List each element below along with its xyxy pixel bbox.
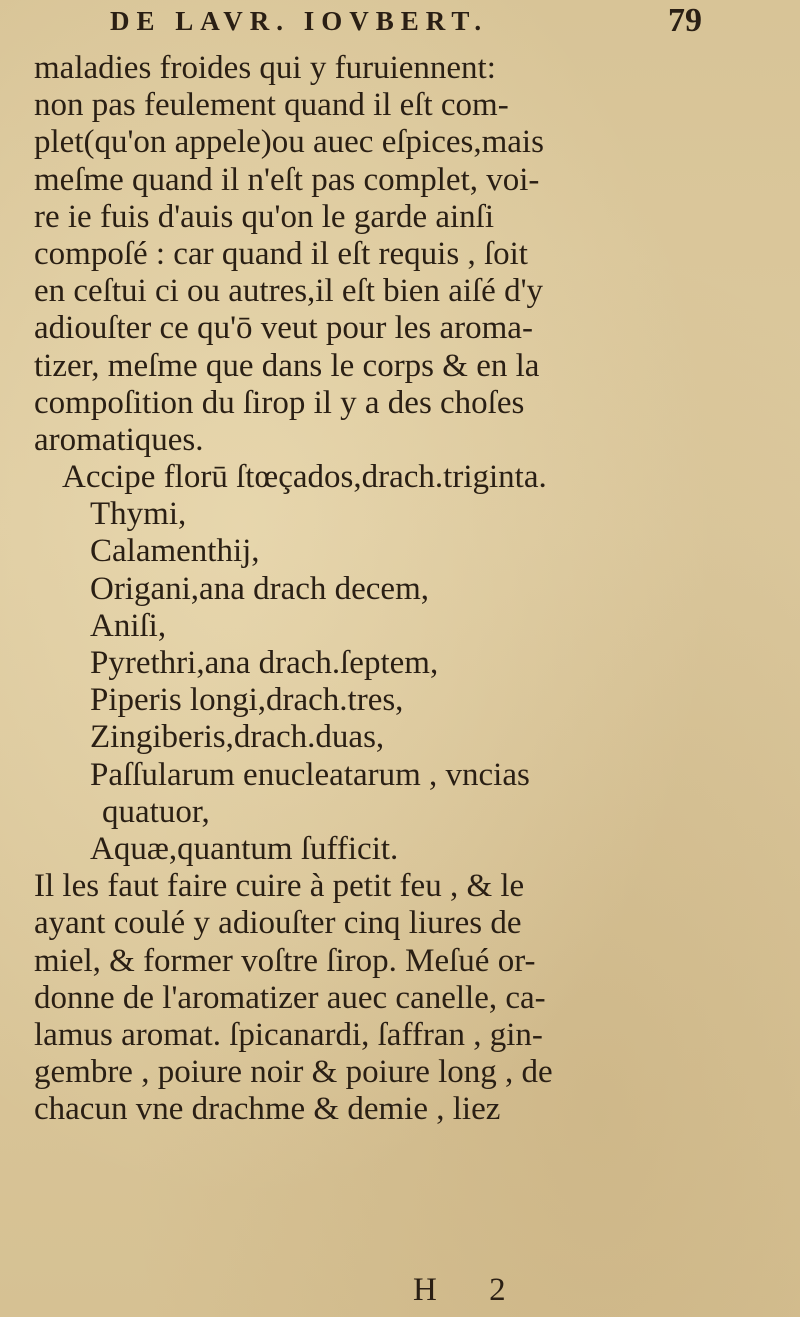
ingredient-line: Thymi, <box>90 496 187 533</box>
text-line: maladies froides qui y furuiennent: <box>34 50 496 86</box>
text-line: non pas feulement quand il eſt com- <box>34 87 509 124</box>
text-line: chacun vne drachme & demie , liez <box>34 1091 501 1128</box>
text-line: gembre , poiure noir & poiure long , de <box>34 1054 553 1091</box>
body-text <box>34 50 774 1128</box>
ingredient-line: Pyrethri,ana drach.ſeptem, <box>90 645 439 681</box>
ingredient-line: Aniſi, <box>90 607 167 644</box>
page-header <box>110 2 710 46</box>
text-line: Il les faut faire cuire à petit feu , & le <box>34 868 525 905</box>
ingredient-line: Zingiberis,drach.duas, <box>90 719 385 756</box>
recipe-heading: Accipe florū ſtœçados,drach.triginta. <box>62 459 547 496</box>
ingredient-line: Origani,ana drach decem, <box>90 570 429 607</box>
ingredient-line: Piperis longi,drach.tres, <box>90 682 404 719</box>
text-line: compoſé : car quand il eſt requis , ſoit <box>34 235 528 272</box>
text-line: aromatiques. <box>34 421 204 458</box>
text-line: adiouſter ce qu'ō veut pour les aroma- <box>34 310 533 347</box>
text-line: ayant coulé y adiouſter cinq liures de <box>34 905 522 942</box>
text-line: donne de l'aromatizer auec canelle, ca- <box>34 979 546 1016</box>
text-line: lamus aromat. ſpicanardi, ſaffran , gin- <box>34 1016 543 1053</box>
signature-mark: H 2 <box>413 1272 528 1308</box>
text-line: plet(qu'on appele)ou auec eſpices,mais <box>34 124 544 161</box>
ingredient-line: Calamenthij, <box>90 533 260 570</box>
text-line: compoſition du ſirop il y a des choſes <box>34 384 525 421</box>
ingredient-line: Aquæ,quantum ſufficit. <box>90 830 399 867</box>
ingredient-line: Paſſularum enucleatarum , vncias <box>90 756 530 793</box>
text-line: miel, & former voſtre ſirop. Meſué or- <box>34 942 536 979</box>
running-head: DE LAVR. IOVBERT. <box>110 6 489 36</box>
text-line: tizer, meſme que dans le corps & en la <box>34 347 540 384</box>
ingredient-line: quatuor, <box>102 793 210 830</box>
text-line: en ceſtui ci ou autres,il eſt bien aiſé d'y <box>34 273 544 310</box>
text-line: re ie fuis d'auis qu'on le garde ainſi <box>34 198 495 235</box>
text-line: meſme quand il n'eſt pas complet, voi- <box>34 161 540 198</box>
page-number: 79 <box>668 2 702 39</box>
